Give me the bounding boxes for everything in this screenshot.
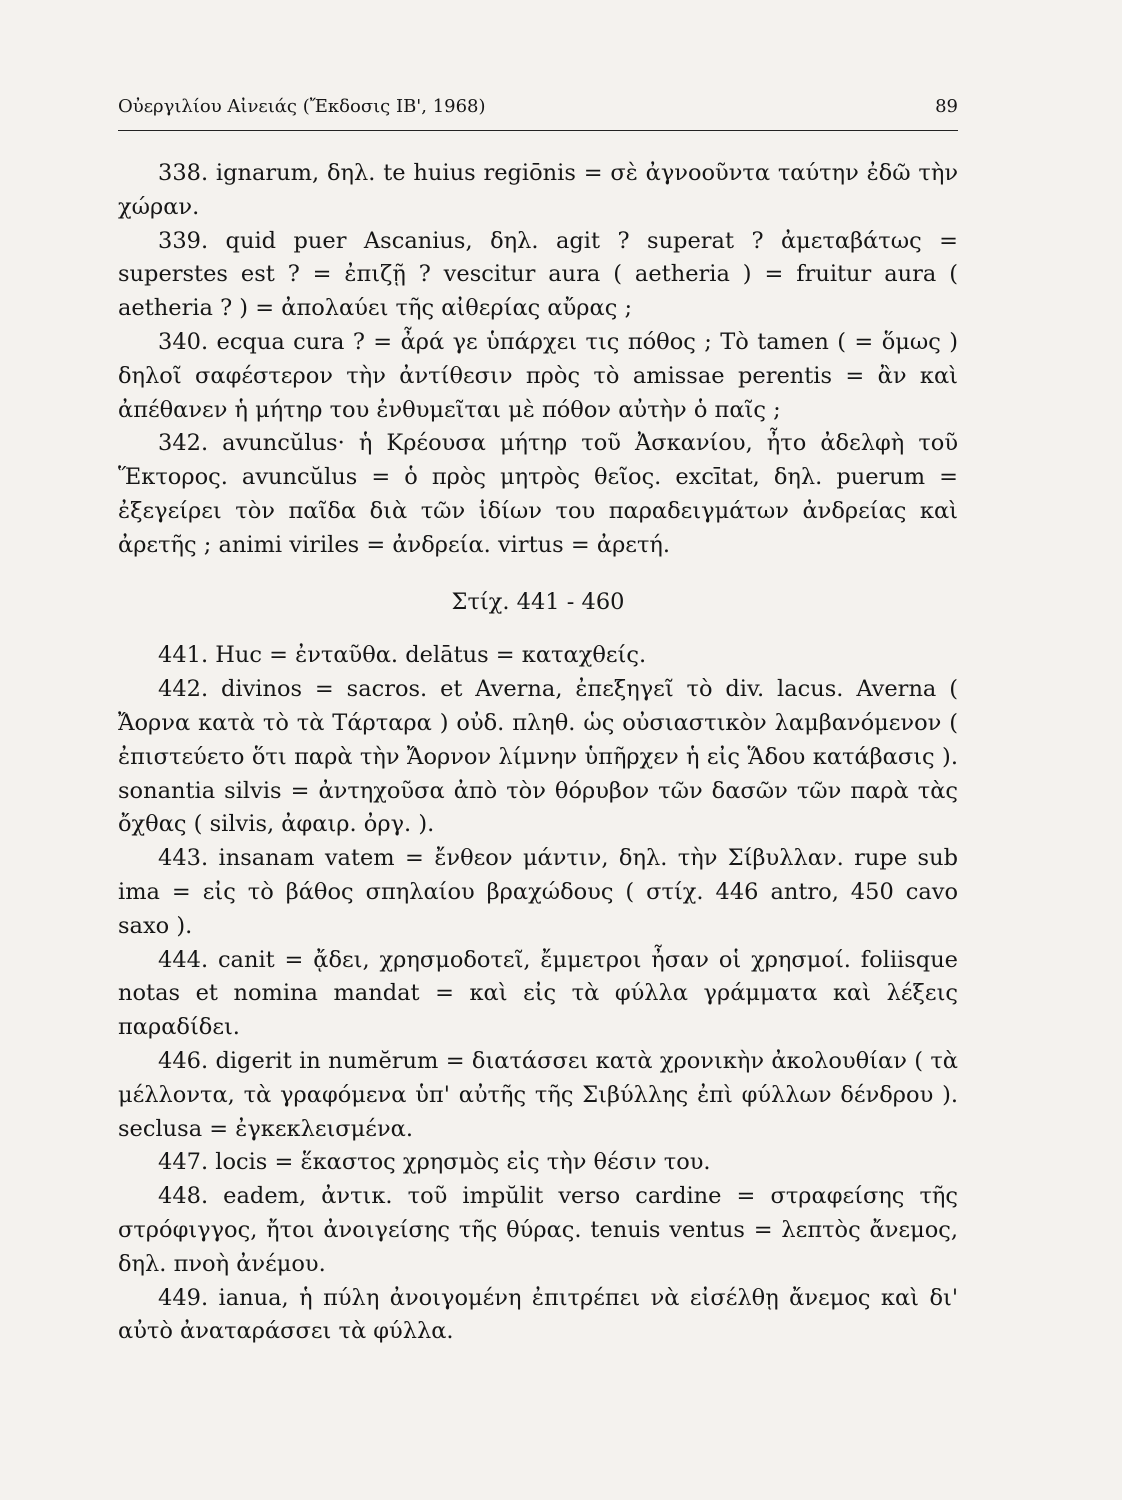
note-446: 446. digerit in numĕrum = διατάσσει κατὰ χρονικὴν ἀκολουθίαν ( τὰ μέλλοντα, τὰ γραφόμενα ὑπ' αὐτῆς τῆς Σιβύλλης ἐπὶ φύλλων δένδρου ). seclusa = ἐγκεκλεισμένα.: [118, 1047, 958, 1142]
note-444: 444. canit = ᾄδει, χρησμοδοτεῖ, ἔμμετροι ἦσαν οἱ χρησμοί. foliisque notas et nomina mandat = καὶ εἰς τὰ φύλλα γράμματα καὶ λέξεις παραδίδει.: [118, 946, 958, 1041]
page-body: [118, 157, 958, 1349]
note-448: 448. eadem, ἀντικ. τοῦ impŭlit verso cardine = στραφείσης τῆς στρόφιγγος, ἤτοι ἀνοιγείσης τῆς θύρας. tenuis ventus = λεπτὸς ἄνεμος, δηλ. πνοὴ ἀνέμου.: [118, 1183, 958, 1277]
note-441: 441. Huc = ἐνταῦθα. delātus = καταχθείς.: [158, 642, 647, 669]
section-heading: Στίχ. 441 - 460: [451, 588, 625, 615]
running-title: Οὐεργιλίου Αἰνειάς (Ἔκδοσις ΙΒ', 1968): [118, 96, 486, 117]
note-447: 447. locis = ἕκαστος χρησμὸς εἰς τὴν θέσιν του.: [158, 1149, 711, 1176]
header-rule: [118, 130, 958, 131]
note-442: 442. divinos = sacros. et Averna, ἐπεξηγεῖ τὸ div. lacus. Averna ( Ἄορνα κατὰ τὸ τὰ Τάρταρα ) οὐδ. πληθ. ὡς οὐσιαστικὸν λαμβανόμενον ( ἐπιστεύετο ὅτι παρὰ τὴν Ἄορνον λίμνην ὑπῆρχεν ἡ εἰς Ἅδου κατάβασις ). sonantia silvis = ἀντηχοῦσα ἀπὸ τὸν θόρυβον τῶν δασῶν τῶν παρὰ τὰς ὄχθας ( silvis, ἀφαιρ. ὀργ. ).: [118, 676, 958, 838]
note-338: 338. ignarum, δηλ. te huius regiōnis = σὲ ἀγνοοῦντα ταύτην ἐδῶ τὴν χώραν.: [118, 160, 958, 220]
note-340: 340. ecqua cura ? = ἆρά γε ὑπάρχει τις πόθος ; Τὸ tamen ( = ὅμως ) δηλοῖ σαφέστερον τὴν ἀντίθεσιν πρὸς τὸ amissae perentis = ἂν καὶ ἀπέθανεν ἡ μήτηρ του ἐνθυμεῖται μὲ πόθον αὐτὴν ὁ παῖς ;: [118, 328, 958, 423]
note-449: 449. ianua, ἡ πύλη ἀνοιγομένη ἐπιτρέπει νὰ εἰσέλθῃ ἄνεμος καὶ δι' αὐτὸ ἀναταράσσει τὰ φύλλα.: [118, 1284, 958, 1345]
note-342: 342. avuncŭlus· ἡ Κρέουσα μήτηρ τοῦ Ἀσκανίου, ἦτο ἀδελφὴ τοῦ Ἕκτορος. avuncŭlus = ὁ πρὸς μητρὸς θεῖος. excītat, δηλ. puerum = ἐξεγείρει τὸν παῖδα διὰ τῶν ἰδίων του παραδειγμάτων ἀνδρείας καὶ ἀρετῆς ; animi viriles = ἀνδρεία. virtus = ἀρετή.: [118, 430, 958, 558]
page-number: 89: [935, 96, 958, 117]
note-339: 339. quid puer Ascanius, δηλ. agit ? superat ? ἀμεταβάτως = superstes est ? = ἐπιζῇ ? vescitur aura ( aetheria ) = fruitur aura ( aetheria ? ) = ἀπολαύει τῆς αἰθερίας αὔρας ;: [118, 227, 958, 322]
note-443: 443. insanam vatem = ἔνθεον μάντιν, δηλ. τὴν Σίβυλλαν. rupe sub ima = εἰς τὸ βάθος σπηλαίου βραχώδους ( στίχ. 446 antro, 450 cavo saxo ).: [118, 845, 958, 939]
